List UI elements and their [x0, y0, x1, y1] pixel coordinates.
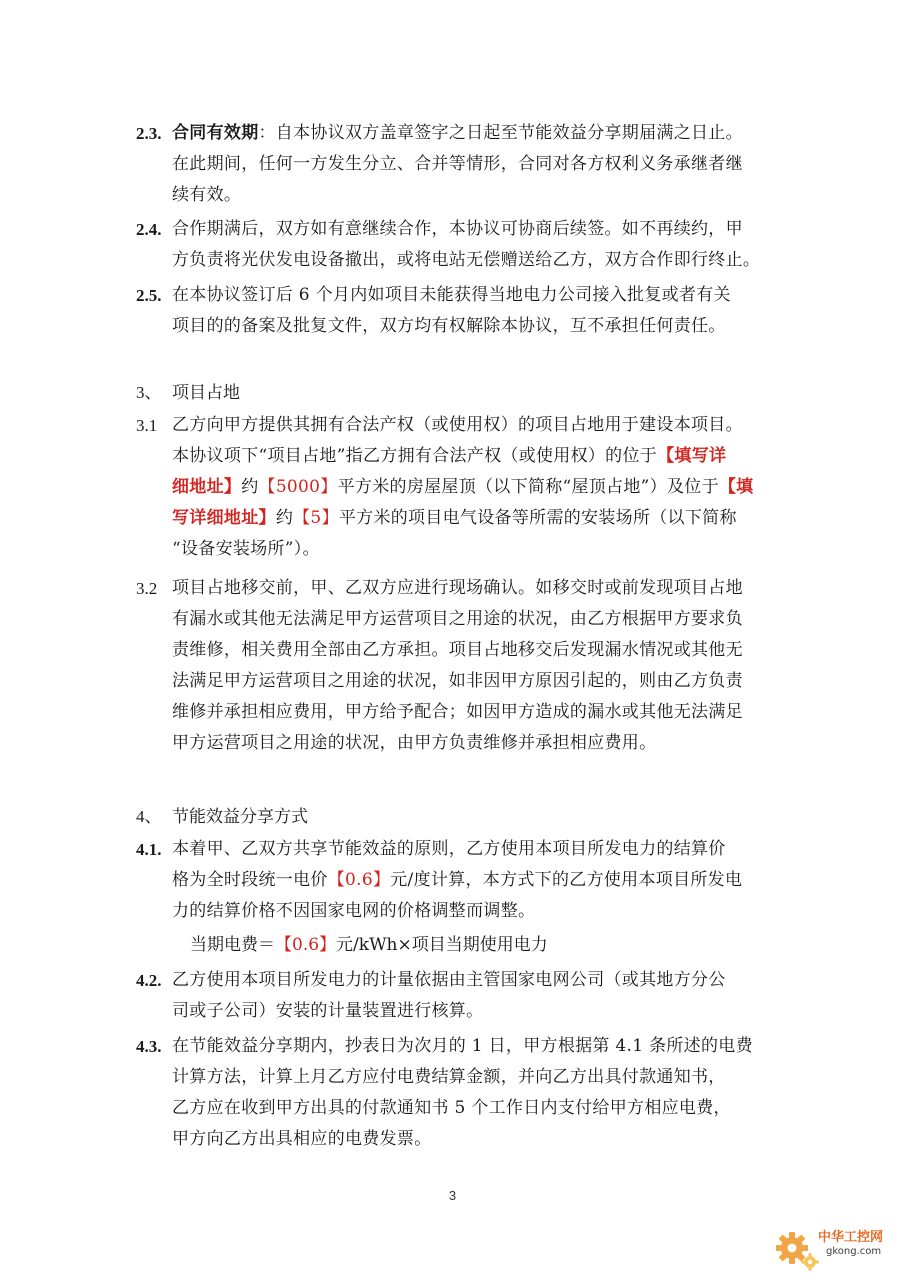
fill-in-field: 写详细地址】	[172, 508, 276, 528]
clause-number: 3.1	[136, 416, 158, 435]
clause-text: 项目的的备案及批复文件，双方均有权解除本协议，互不承担任何责任。	[172, 316, 726, 336]
section-number: 4、	[136, 807, 162, 826]
clause-body	[172, 280, 776, 342]
clause-text: 元/度计算，本方式下的乙方使用本项目所发电	[390, 870, 743, 890]
clause-body	[172, 1031, 776, 1155]
clause-number: 4.1.	[136, 840, 162, 859]
clause-text: 计算方法，计算上月乙方应付电费结算金额，并向乙方出具付款通知书，	[172, 1067, 726, 1087]
clause-3-1	[136, 410, 776, 565]
clause-number: 2.5.	[136, 286, 162, 305]
clause-text: 甲方向乙方出具相应的电费发票。	[172, 1129, 432, 1149]
clause-number: 2.3.	[136, 124, 162, 143]
fill-in-field: 【0.6】	[327, 870, 391, 890]
clause-text: “设备安装场所”）。	[172, 539, 320, 559]
clause-text: 责维修，相关费用全部由乙方承担。项目占地移交后发现漏水情况或其他无	[172, 640, 743, 660]
clause-body	[172, 410, 776, 565]
clause-number: 3.2	[136, 579, 158, 598]
clause-text: ：自本协议双方盖章签字之日起至节能效益分享期届满之日止。	[258, 123, 743, 143]
section-number: 3、	[136, 383, 162, 402]
clause-2-4	[136, 214, 776, 276]
clause-body	[172, 965, 776, 1027]
clause-text: 有漏水或其他无法满足甲方运营项目之用途的状况，由乙方根据甲方要求负	[172, 609, 743, 629]
page-number: 3	[448, 1188, 457, 1203]
clause-number: 2.4.	[136, 220, 162, 239]
fill-in-field: 细地址】	[172, 477, 242, 497]
clause-body	[172, 573, 776, 759]
section-title: 节能效益分享方式	[172, 807, 308, 827]
section-heading-4	[136, 801, 308, 833]
formula-text: 当期电费＝	[190, 935, 275, 955]
clause-text: 在节能效益分享期内，抄表日为次月的 1 日，甲方根据第 4.1 条所述的电费	[172, 1036, 753, 1056]
clause-2-3	[136, 118, 776, 211]
clause-2-5	[136, 280, 776, 342]
formula-text: 元/kWh×项目当期使用电力	[336, 935, 548, 955]
clause-text: 本协议项下“项目占地”指乙方拥有合法产权（或使用权）的位于	[172, 446, 658, 466]
fill-in-field: 【5】	[293, 508, 339, 528]
section-heading-3	[136, 377, 240, 409]
clause-4-3	[136, 1031, 776, 1155]
clause-body	[172, 214, 776, 276]
clause-text: 格为全时段统一电价	[172, 870, 328, 890]
clause-text: 维修并承担相应费用，甲方给予配合；如因甲方造成的漏水或其他无法满足	[172, 702, 743, 722]
clause-body	[172, 834, 776, 927]
clause-text: 法满足甲方运营项目之用途的状况，如非因甲方原因引起的，则由乙方负责	[172, 671, 743, 691]
clause-text: 约	[275, 508, 294, 528]
clause-text: 方负责将光伏发电设备撤出，或将电站无偿赠送给乙方，双方合作即行终止。	[172, 250, 761, 270]
clause-text: 续有效。	[172, 185, 242, 205]
watermark-name: 中华工控网	[818, 1230, 884, 1245]
clause-4-2	[136, 965, 776, 1027]
clause-text: 项目占地移交前，甲、乙双方应进行现场确认。如移交时或前发现项目占地	[172, 578, 743, 598]
clause-text: 司或子公司）安装的计量装置进行核算。	[172, 1001, 484, 1021]
fill-in-field: 【填	[718, 477, 754, 497]
fill-in-field: 【0.6】	[275, 935, 337, 955]
clause-text: 乙方使用本项目所发电力的计量依据由主管国家电网公司（或其地方分公	[172, 970, 726, 990]
clause-text: 在此期间，任何一方发生分立、合并等情形，合同对各方权利义务承继者继	[172, 154, 743, 174]
clause-number: 4.3.	[136, 1037, 162, 1056]
clause-title: 合同有效期	[172, 123, 259, 143]
watermark-url: gkong.com	[826, 1246, 882, 1257]
clause-4-1	[136, 834, 776, 927]
clause-body	[172, 118, 776, 211]
clause-text: 甲方运营项目之用途的状况，由甲方负责维修并承担相应费用。	[172, 733, 657, 753]
clause-text: 合作期满后，双方如有意继续合作，本协议可协商后续签。如不再续约，甲	[172, 219, 743, 239]
clause-3-2	[136, 573, 776, 759]
section-title: 项目占地	[172, 383, 240, 403]
clause-number: 4.2.	[136, 971, 162, 990]
fill-in-field: 【5000】	[258, 477, 338, 497]
clause-text: 平方米的房屋屋顶（以下简称“屋顶占地”）及位于	[337, 477, 719, 497]
clause-text: 约	[241, 477, 259, 497]
clause-text: 乙方应在收到甲方出具的付款通知书 5 个工作日内支付给甲方相应电费，	[172, 1098, 731, 1118]
clause-text: 本着甲、乙双方共享节能效益的原则，乙方使用本项目所发电力的结算价	[172, 839, 726, 859]
clause-text: 在本协议签订后 6 个月内如项目未能获得当地电力公司接入批复或者有关	[172, 285, 731, 305]
clause-text: 力的结算价格不因国家电网的价格调整而调整。	[172, 901, 536, 921]
clause-text: 乙方向甲方提供其拥有合法产权（或使用权）的项目占地用于建设本项目。	[172, 415, 743, 435]
fill-in-field: 【填写详	[657, 446, 727, 466]
formula-line	[190, 930, 548, 961]
clause-text: 平方米的项目电气设备等所需的安装场所（以下简称	[338, 508, 737, 528]
